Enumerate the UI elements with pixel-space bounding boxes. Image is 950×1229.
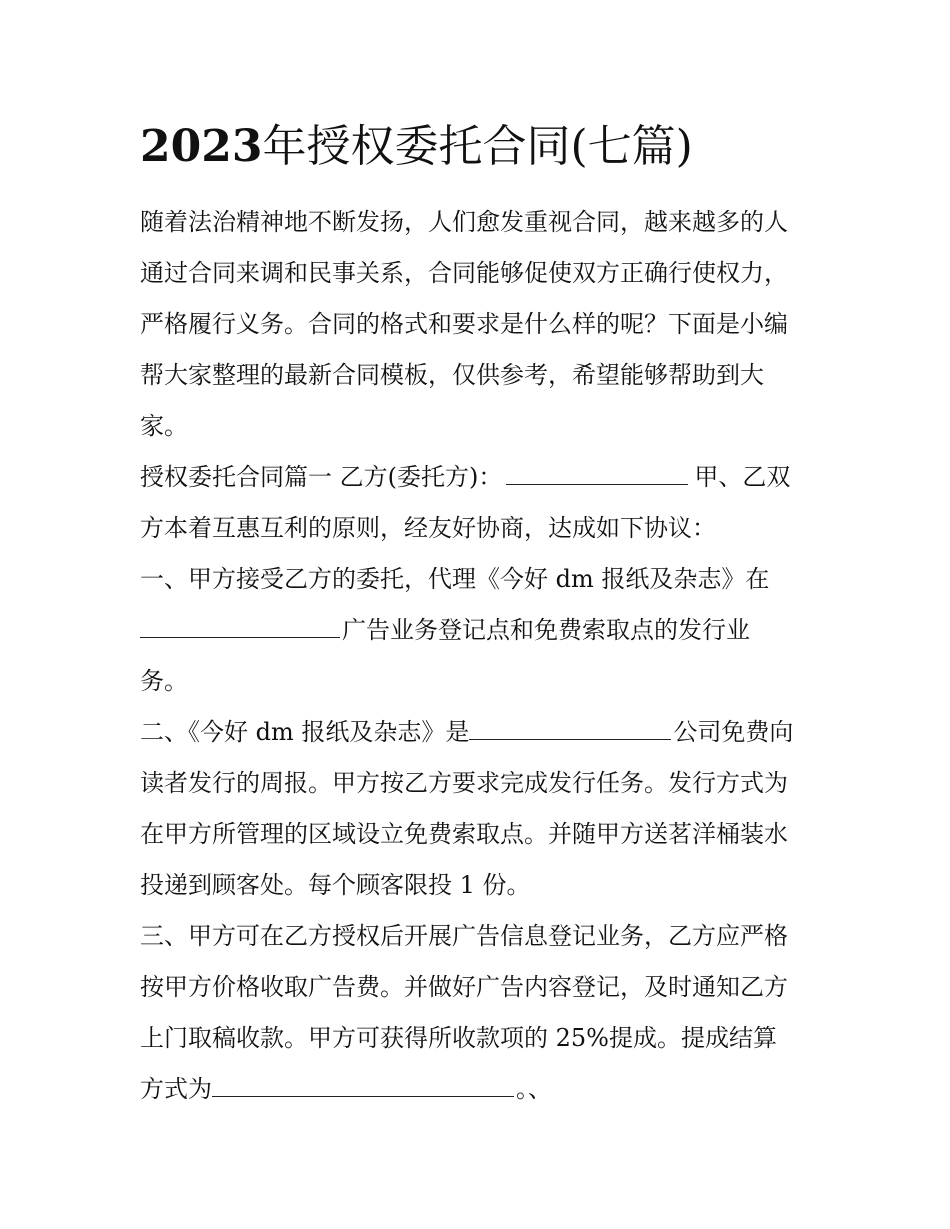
document-body <box>140 197 820 1115</box>
clause1-line: 务。 <box>140 667 188 695</box>
title-year: 2023 <box>140 121 263 172</box>
section1-suffix-text: 甲、乙双 <box>694 463 791 491</box>
section1-heading-text: 授权委托合同篇一 乙方(委托方)： <box>140 463 503 491</box>
clause1-line: 一、甲方接受乙方的委托，代理《今好 dm 报纸及杂志》在 <box>140 565 770 593</box>
clause1-line <box>140 605 820 656</box>
clause2-line: 投递到顾客处。每个顾客限投 1 份。 <box>140 871 531 899</box>
fill-blank-location <box>140 607 340 638</box>
title-text: 年授权委托合同(七篇) <box>262 121 693 172</box>
clause3-suffix-text: 。、 <box>516 1075 552 1103</box>
clause1-suffix-text: 广告业务登记点和免费索取点的发行业 <box>342 616 750 644</box>
clause3-line: 三、甲方可在乙方授权后开展广告信息登记业务，乙方应严格 <box>140 922 788 950</box>
clause2-suffix-text: 公司免费向 <box>673 718 794 746</box>
clause3-line: 上门取稿收款。甲方可获得所收款项的 25%提成。提成结算 <box>140 1024 777 1052</box>
intro-line: 通过合同来调和民事关系，合同能够促使双方正确行使权力， <box>140 259 788 287</box>
clause2-line: 读者发行的周报。甲方按乙方要求完成发行任务。发行方式为 <box>140 769 788 797</box>
document-title <box>140 117 820 177</box>
fill-blank-company <box>469 709 671 740</box>
fill-blank-settlement <box>212 1066 514 1097</box>
clause2-line <box>140 707 820 758</box>
intro-line: 随着法治精神地不断发扬，人们愈发重视合同，越来越多的人 <box>140 208 788 236</box>
clause3-line: 按甲方价格收取广告费。并做好广告内容登记，及时通知乙方 <box>140 973 788 1001</box>
clause3-line <box>140 1064 820 1115</box>
intro-line: 帮大家整理的最新合同模板，仅供参考，希望能够帮助到大 <box>140 361 764 389</box>
section1-line <box>140 452 820 503</box>
clause3-prefix-text: 方式为 <box>140 1075 212 1103</box>
intro-line: 严格履行义务。合同的格式和要求是什么样的呢？下面是小编 <box>140 310 788 338</box>
intro-line: 家。 <box>140 412 188 440</box>
section1-line: 方本着互惠互利的原则，经友好协商，达成如下协议： <box>140 514 716 542</box>
clause2-prefix-text: 二、《今好 dm 报纸及杂志》是 <box>140 718 470 746</box>
clause2-line: 在甲方所管理的区域设立免费索取点。并随甲方送茗洋桶装水 <box>140 820 788 848</box>
fill-blank-principal <box>506 454 688 485</box>
